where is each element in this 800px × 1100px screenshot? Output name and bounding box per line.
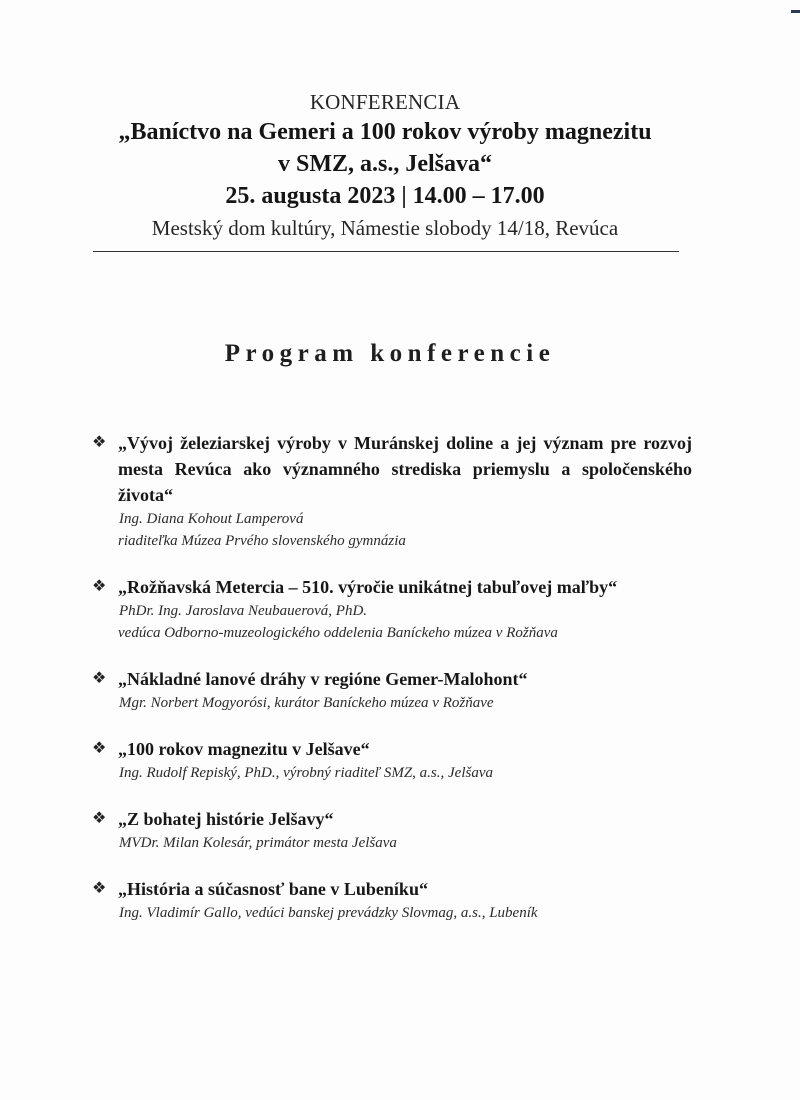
talk-speaker: MVDr. Milan Kolesár, primátor mesta Jelšava [119, 835, 397, 851]
scan-edge-mark [791, 10, 800, 13]
program-item [92, 574, 692, 644]
talk-title: „Nákladné lanové dráhy v regióne Gemer-Malohont“ [118, 669, 528, 689]
talk-speaker-role: riaditeľka Múzea Prvého slovenského gymnázia [118, 533, 406, 549]
conference-title-line-2: v SMZ, a.s., Jelšava“ [277, 151, 492, 177]
talk-title: „Rožňavská Metercia – 510. výročie unikátnej tabuľovej maľby“ [118, 577, 618, 597]
conference-venue: Mestský dom kultúry, Námestie slobody 14/18, Revúca [151, 216, 619, 240]
conference-title-line-1: „Baníctvo na Gemeri a 100 rokov výroby magnezitu [118, 119, 652, 145]
talk-title: „História a súčasnosť bane v Lubeníku“ [118, 879, 428, 899]
diamond-bullet-icon: ❖ [92, 576, 107, 595]
program-item [92, 666, 692, 714]
talk-speaker: Ing. Diana Kohout Lamperová [119, 511, 304, 527]
diamond-bullet-icon: ❖ [92, 878, 107, 897]
program-item [92, 806, 692, 854]
diamond-bullet-icon: ❖ [92, 432, 107, 451]
talk-speaker: PhDr. Ing. Jaroslava Neubauerová, PhD. [119, 603, 368, 619]
program-list [92, 430, 692, 946]
talk-speaker: Mgr. Norbert Mogyorósi, kurátor Baníckeho múzea v Rožňave [119, 695, 494, 711]
conference-kicker: KONFERENCIA [309, 90, 461, 114]
conference-datetime: 25. augusta 2023 | 14.00 – 17.00 [225, 183, 545, 209]
diamond-bullet-icon: ❖ [92, 668, 107, 687]
program-heading: Program konferencie [224, 340, 556, 367]
talk-speaker-role: vedúca Odborno-muzeologického oddelenia Baníckeho múzea v Rožňava [118, 625, 558, 641]
program-item [92, 876, 692, 924]
talk-speaker: Ing. Vladimír Gallo, vedúci banskej prevádzky Slovmag, a.s., Lubeník [119, 905, 538, 921]
program-item [92, 430, 692, 552]
talk-title: „100 rokov magnezitu v Jelšave“ [118, 739, 370, 759]
talk-title: „Vývoj železiarskej výroby v Muránskej doline a jej význam pre rozvoj mesta Revúca ako významného strediska priemyslu a spoločenského života“ [118, 433, 692, 505]
header-divider [93, 251, 679, 252]
talk-speaker: Ing. Rudolf Repiský, PhD., výrobný riaditeľ SMZ, a.s., Jelšava [119, 765, 493, 781]
conference-header [0, 88, 770, 243]
diamond-bullet-icon: ❖ [92, 808, 107, 827]
talk-title: „Z bohatej histórie Jelšavy“ [118, 809, 334, 829]
program-item [92, 736, 692, 784]
diamond-bullet-icon: ❖ [92, 738, 107, 757]
